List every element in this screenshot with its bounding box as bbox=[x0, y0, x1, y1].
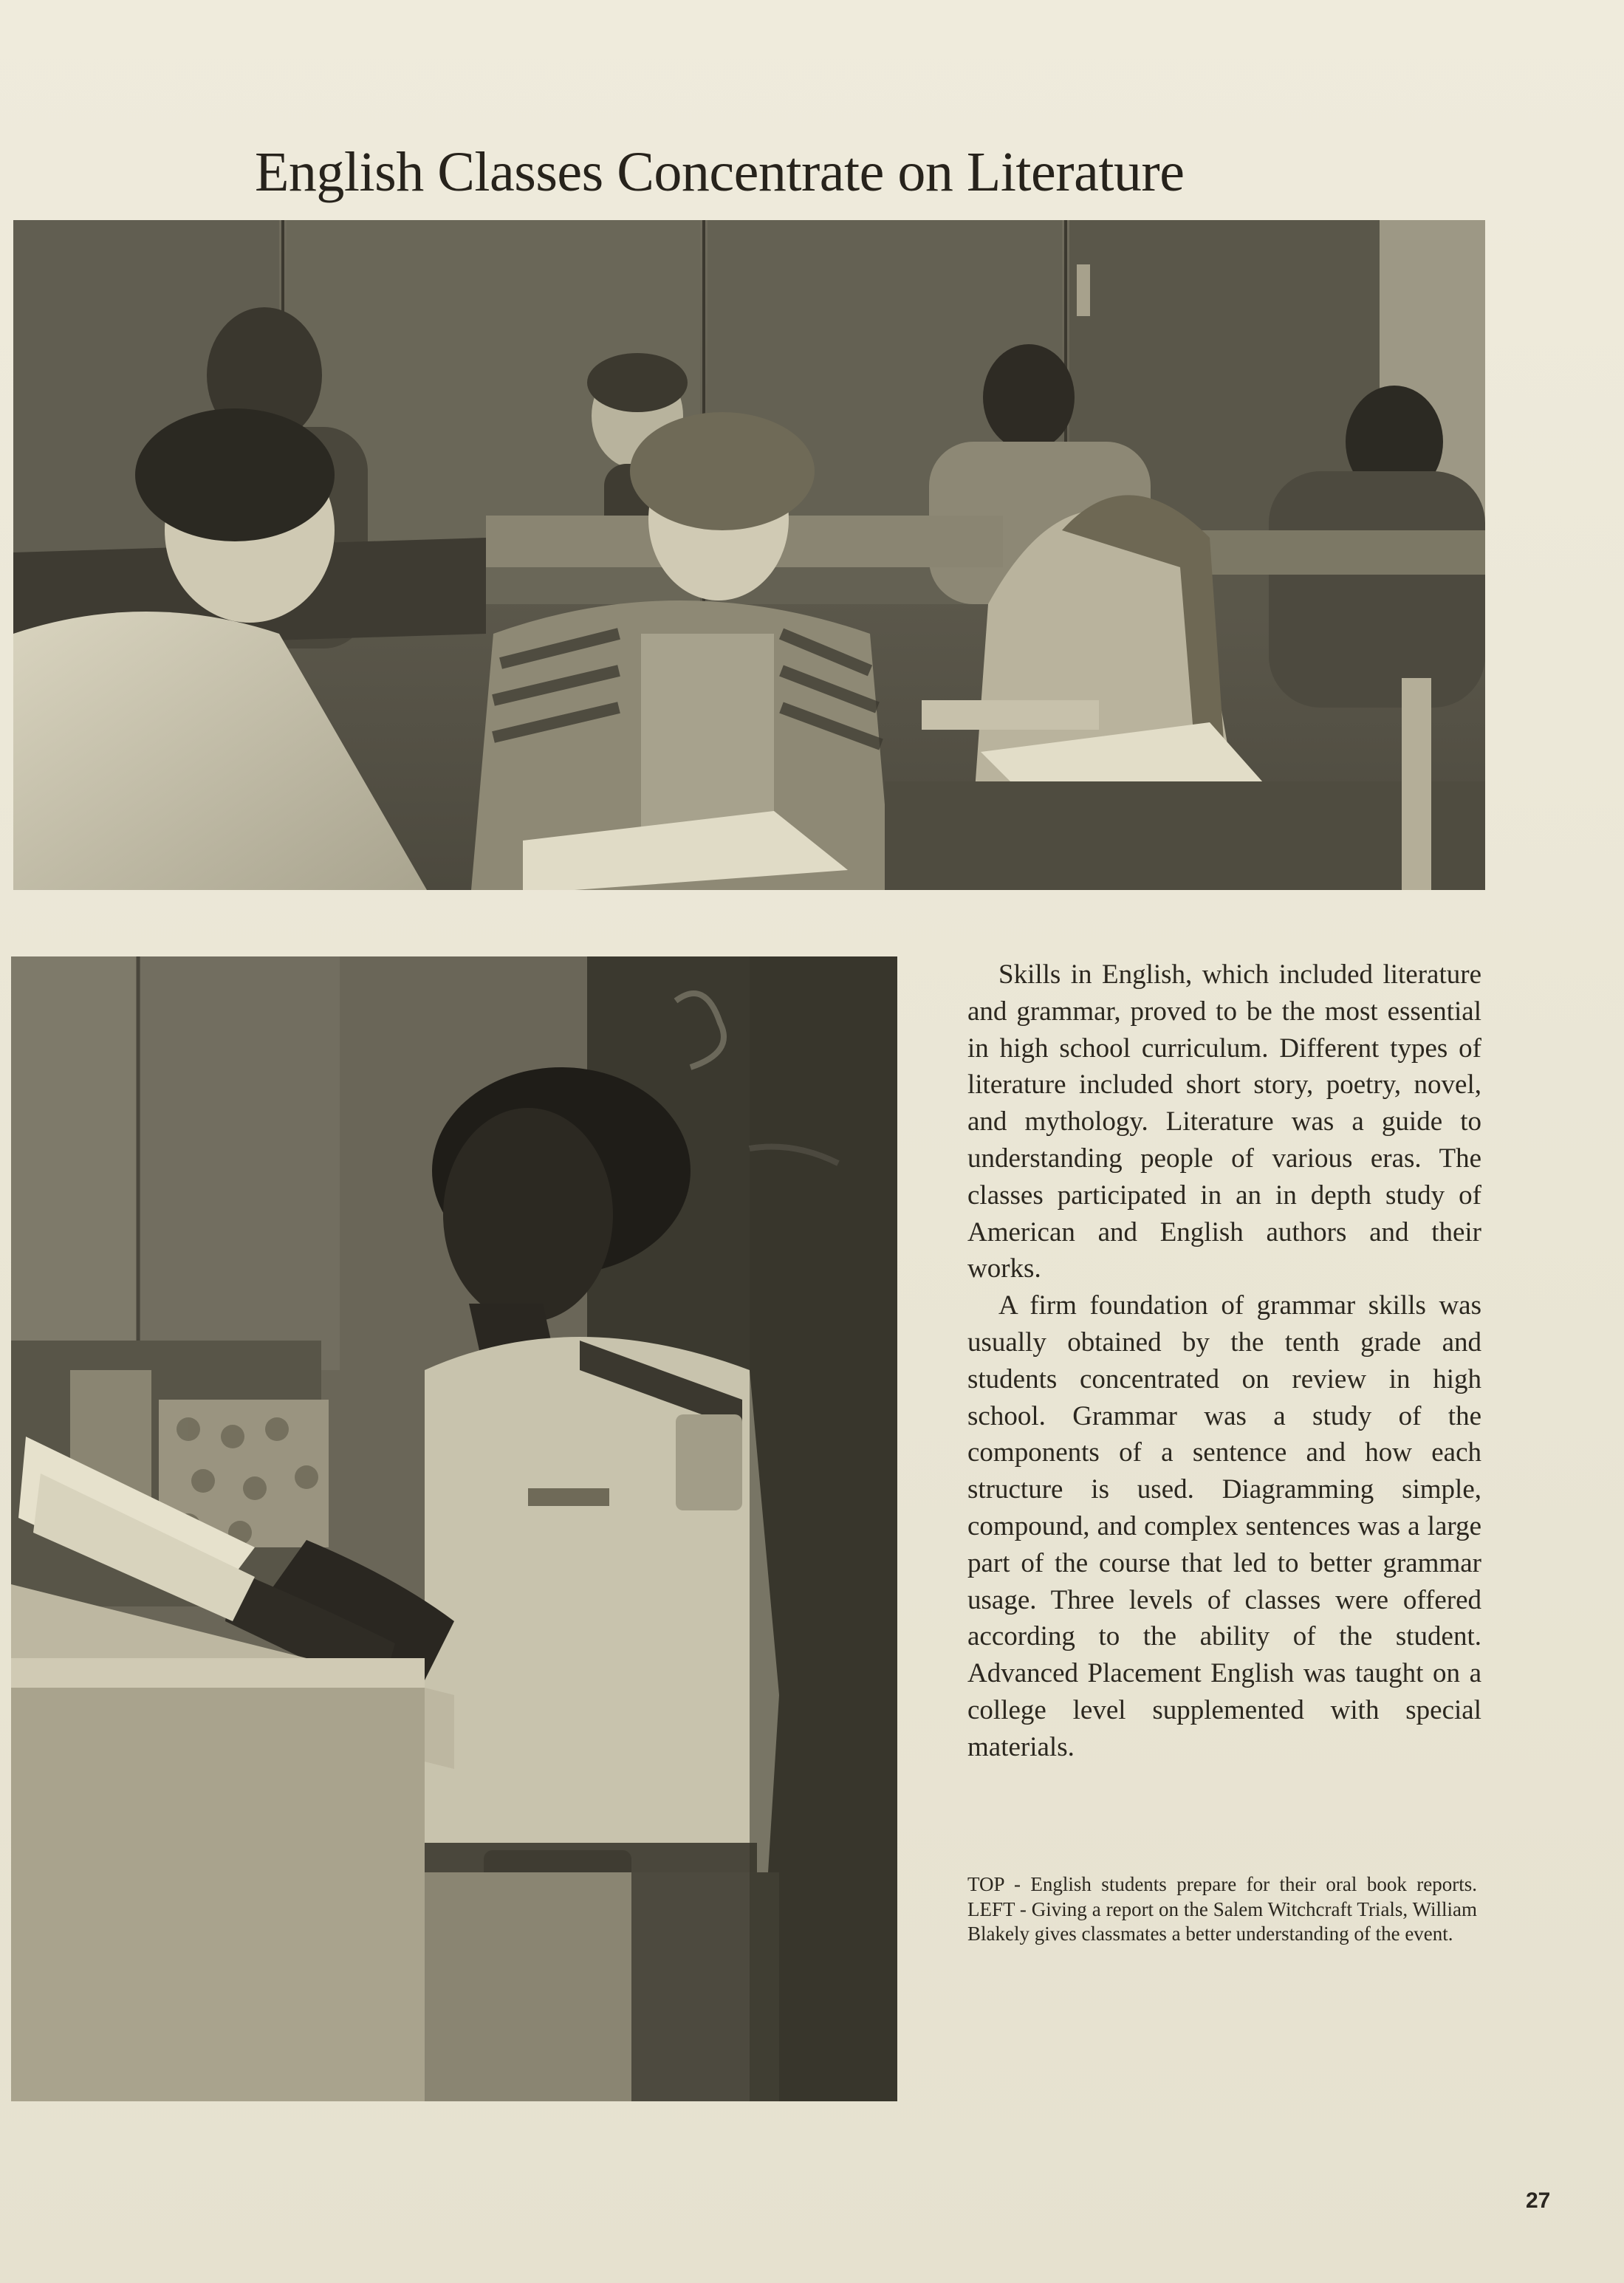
article-body bbox=[967, 956, 1481, 1766]
page-title: English Classes Concentrate on Literature bbox=[255, 141, 1185, 203]
photo-left-speaker bbox=[11, 956, 897, 2101]
photo-top-classroom bbox=[13, 220, 1485, 890]
speaker-photo-illustration bbox=[11, 956, 897, 2101]
photo-caption: TOP - English students prepare for their oral book reports. LEFT - Giving a report on the Salem Witchcraft Trials, William Blakely gives classmates a better understanding of the event. bbox=[967, 1873, 1477, 1945]
classroom-photo-illustration bbox=[13, 220, 1485, 890]
article-paragraph: A firm foundation of grammar skills was usually obtained by the tenth grade and students concentrated on review in high school. Grammar was a study of the components of a sentence and how each structure is used. Diagramming simple, compound, and complex sentences was a large part of the course that led to better grammar usage. Three levels of classes were offered according to the ability of the student. Advanced Placement English was taught on a college level supplemented with special materials. bbox=[967, 1290, 1481, 1762]
article-paragraph: Skills in English, which included literature and grammar, proved to be the most essential in high school curriculum. Different types of literature included short story, poetry, novel, and mythology. Literature was a guide to understanding people of various eras. The classes participated in an in depth study of American and English authors and their works. bbox=[967, 959, 1481, 1284]
page-number: 27 bbox=[1526, 2188, 1551, 2213]
